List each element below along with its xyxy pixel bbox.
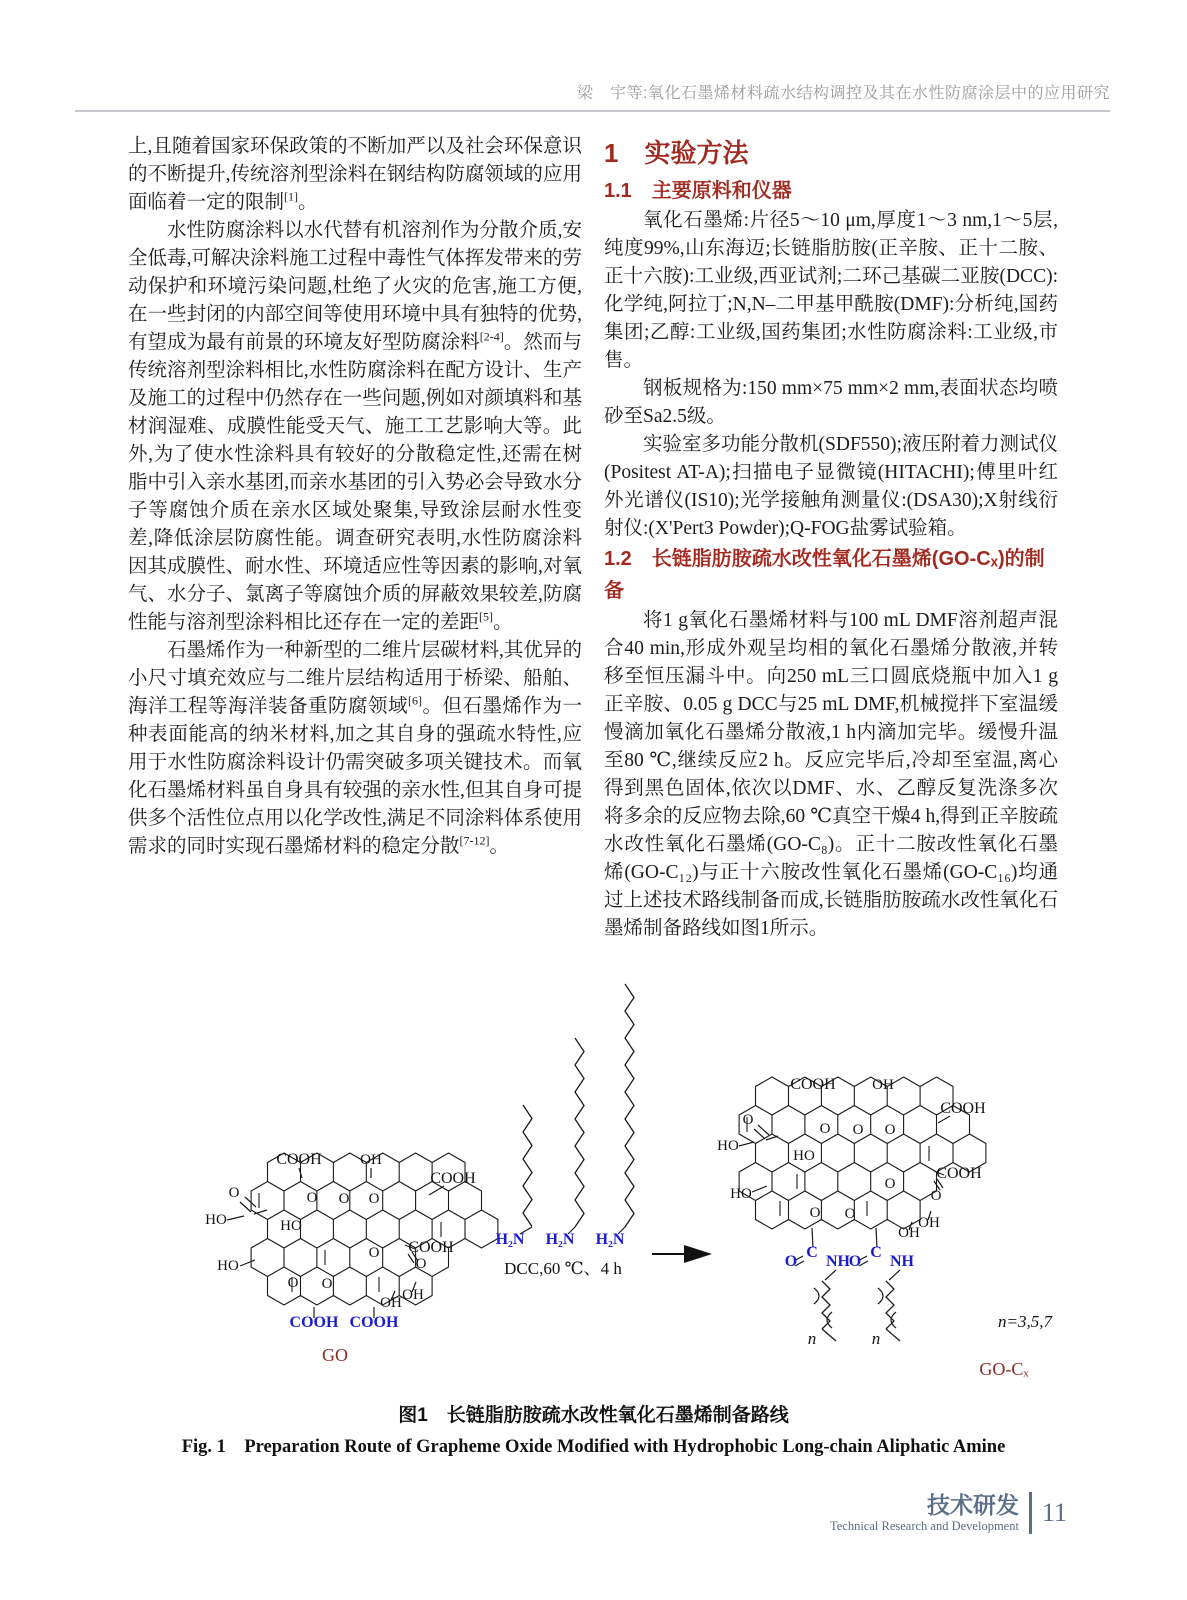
go-molecule-label: GO [322,1345,348,1365]
atom-label: OH [898,1225,920,1241]
paragraph-text: 上,且随着国家环保政策的不断加严以及社会环保意识的不断提升,传统溶剂型涂料在钢结构防腐领域的应用面临着一定的限制 [128,136,582,213]
atom-label: n [871,1329,881,1348]
atom-label: NH [826,1253,850,1270]
amine-label-3: H₂N [595,1231,625,1248]
page-number: 11 [1041,1498,1067,1527]
atom-label: O [228,1185,240,1201]
atom-label: COOH [940,1100,986,1117]
atom-label: C [870,1244,882,1261]
citation-ref: [1] [284,189,299,204]
atom-label: NH [890,1253,914,1270]
subsection-heading-1-2: 1.2 长链脂肪胺疏水改性氧化石墨烯(GO-Cₓ)的制备 [604,548,1045,602]
atom-label: OH [918,1215,940,1231]
paragraph [128,637,582,861]
paragraph [128,217,582,637]
atom-label: O [306,1190,318,1206]
right-column [604,133,1058,943]
paragraph-text: 。 [298,192,318,213]
atom-label: OH [380,1295,402,1311]
header-rule [75,110,1110,112]
atom-label: OH [360,1152,382,1168]
atom-label: HO [217,1258,239,1274]
atom-label: O [848,1253,862,1270]
atom-label: HO [280,1218,302,1234]
atom-label: OH [872,1077,894,1093]
atom-label: O [809,1205,821,1221]
atom-label: OH [402,1287,424,1303]
atom-label: O [844,1206,856,1222]
amine-label-1: H₂N [495,1231,525,1248]
paragraph-text: 。但石墨烯作为一种表面能高的纳米材料,加之其自身的强疏水特性,应用于水性防腐涂料设计仍需突破多项关键技术。而氧化石墨烯材料虽自身具有较强的亲水性,但其自身可提供多个活性位点用以化学改性,满足不同涂料体系使用需求的同时实现石墨烯材料的稳定分散 [128,696,582,857]
reaction-conditions-label: DCC,60 ℃、4 h [504,1259,622,1278]
atom-label: C [806,1244,818,1261]
subsection-heading-1-1: 1.1 主要原料和仪器 [604,180,792,202]
paragraph: 氧化石墨烯:片径5～10 μm,厚度1～3 nm,1～5层,纯度99%,山东海迈;长链脂肪胺(正辛胺、正十二胺、正十六胺):工业级,西亚试剂;二环己基碳二亚胺(DCC):化学纯,阿拉丁;N,N–二甲基甲酰胺(DMF):分析纯,国药集团;乙醇:工业级,国药集团;水性防腐涂料:工业级,市售。 [604,210,1058,371]
gocx-molecule-label: GO-Cₓ [979,1359,1029,1379]
atom-label: O [368,1191,380,1207]
paragraph: 钢板规格为:150 mm×75 mm×2 mm,表面状态均喷砂至Sa2.5级。 [604,378,1058,427]
atom-label: O [338,1191,350,1207]
atom-label: O [321,1276,333,1292]
footer-section-en: Technical Research and Development [829,1519,1019,1533]
citation-ref: [2-4] [479,329,504,344]
atom-label: COOH [936,1165,982,1182]
atom-label: O [819,1121,831,1137]
footer-section-zh: 技术研发 [926,1492,1019,1518]
section-heading-1: 1 实验方法 [604,138,749,168]
paragraph-text: 。 [493,612,513,633]
atom-label: COOH [430,1170,476,1187]
paragraph-text: 。然而与传统溶剂型涂料相比,水性防腐涂料在配方设计、生产及施工的过程中仍然存在一些问题,例如对颜填料和基材润湿难、成膜性能受天气、施工工艺影响大等。此外,为了使水性涂料具有较好的分散稳定性,还需在树脂中引入亲水基团,而亲水基团的引入势必会导致水分子等腐蚀介质在亲水区域处聚集,导致涂层耐水性变差,降低涂层防腐性能。调查研究表明,水性防腐涂料因其成膜性、耐水性、环境适应性等因素的影响,对氧气、水分子、氯离子等腐蚀介质的屏蔽效果较差,防腐性能与溶剂型涂料相比还存在一定的差距 [128,332,582,633]
figure-caption-en: Fig. 1 Preparation Route of Grapheme Oxide Modified with Hydrophobic Long-chain Aliphatic Amine [181,1437,1006,1457]
atom-label: n [807,1329,817,1348]
footer-labels [830,1492,1029,1534]
paragraph [128,133,582,217]
paragraph-text: 石墨烯作为一种新型的二维片层碳材料,其优异的小尺寸填充效应与二维片层结构适用于桥梁、船舶、海洋工程等海洋装备重防腐领域 [128,640,582,717]
body-columns [128,133,1058,943]
paragraph-text: 水性防腐涂料以水代替有机溶剂作为分散介质,安全低毒,可解决涂料施工过程中毒性气体挥发带来的劳动保护和环境污染问题,杜绝了火灾的危害,施工方便,在一些封闭的内部空间等使用环境中具有独特的优势,有望成为最有前景的环境友好型防腐涂料 [128,220,582,353]
atom-label: COOH [790,1076,836,1093]
citation-ref: [7-12] [459,833,490,848]
atom-label: O [287,1275,299,1291]
atom-label: HO [730,1186,752,1202]
n-values-label: n=3,5,7 [998,1312,1052,1331]
running-head: 梁 宇等:氧化石墨烯材料疏水结构调控及其在水性防腐涂层中的应用研究 [577,85,1110,102]
atom-label: COOH [349,1314,399,1331]
atom-label: O [884,1122,896,1138]
citation-ref: [6] [407,693,422,708]
atom-label: O [884,1176,896,1192]
amine-label-2: H₂N [545,1231,575,1248]
figure-canvas [128,950,1058,1395]
paragraph: 实验室多功能分散机(SDF550);液压附着力测试仪(Positest AT-A);扫描电子显微镜(HITACHI);傅里叶红外光谱仪(IS10);光学接触角测量仪:(DSA30);X射线衍射仪:(X'Pert3 Powder);Q-FOG盐雾试验箱。 [604,434,1058,539]
atom-label: O [415,1256,427,1272]
left-column [128,133,582,943]
paragraph: 将1 g氧化石墨烯材料与100 mL DMF溶剂超声混合40 min,形成外观呈均相的氧化石墨烯分散液,并转移至恒压漏斗中。向250 mL三口圆底烧瓶中加入1 g正辛胺、0.05 g DCC与25 mL DMF,机械搅拌下室温缓慢滴加氧化石墨烯分散液,1 h内滴加完毕。缓慢升温至80 ℃,继续反应2 h。反应完毕后,冷却至室温,离心得到黑色固体,依次以DMF、水、乙醇反复洗涤多次将多余的反应物去除,60 ℃真空干燥4 h,得到正辛胺疏水改性氧化石墨烯(GO-C₈)。正十二胺改性氧化石墨烯(GO-C₁₂)与正十六胺改性氧化石墨烯(GO-C₁₆)均通过上述技术路线制备而成,长链脂肪胺疏水改性氧化石墨烯制备路线如图1所示。 [604,610,1058,939]
atom-label: O [852,1122,864,1138]
page-footer [830,1492,1067,1534]
atom-label: COOH [276,1151,322,1168]
atom-label: HO [205,1212,227,1228]
atom-label: COOH [408,1239,454,1256]
atom-label: HO [717,1138,739,1154]
atom-label: O [742,1112,754,1128]
atom-label: COOH [289,1314,339,1331]
atom-label: O [930,1188,942,1204]
citation-ref: [5] [479,609,494,624]
figure-1 [128,950,1058,1395]
figure-caption-zh: 图1 长链脂肪胺疏水改性氧化石墨烯制备路线 [398,1405,789,1426]
paragraph-text: 。 [489,836,510,857]
atom-label: O [784,1253,798,1270]
atom-label: HO [793,1148,815,1164]
atom-label: O [368,1245,380,1261]
